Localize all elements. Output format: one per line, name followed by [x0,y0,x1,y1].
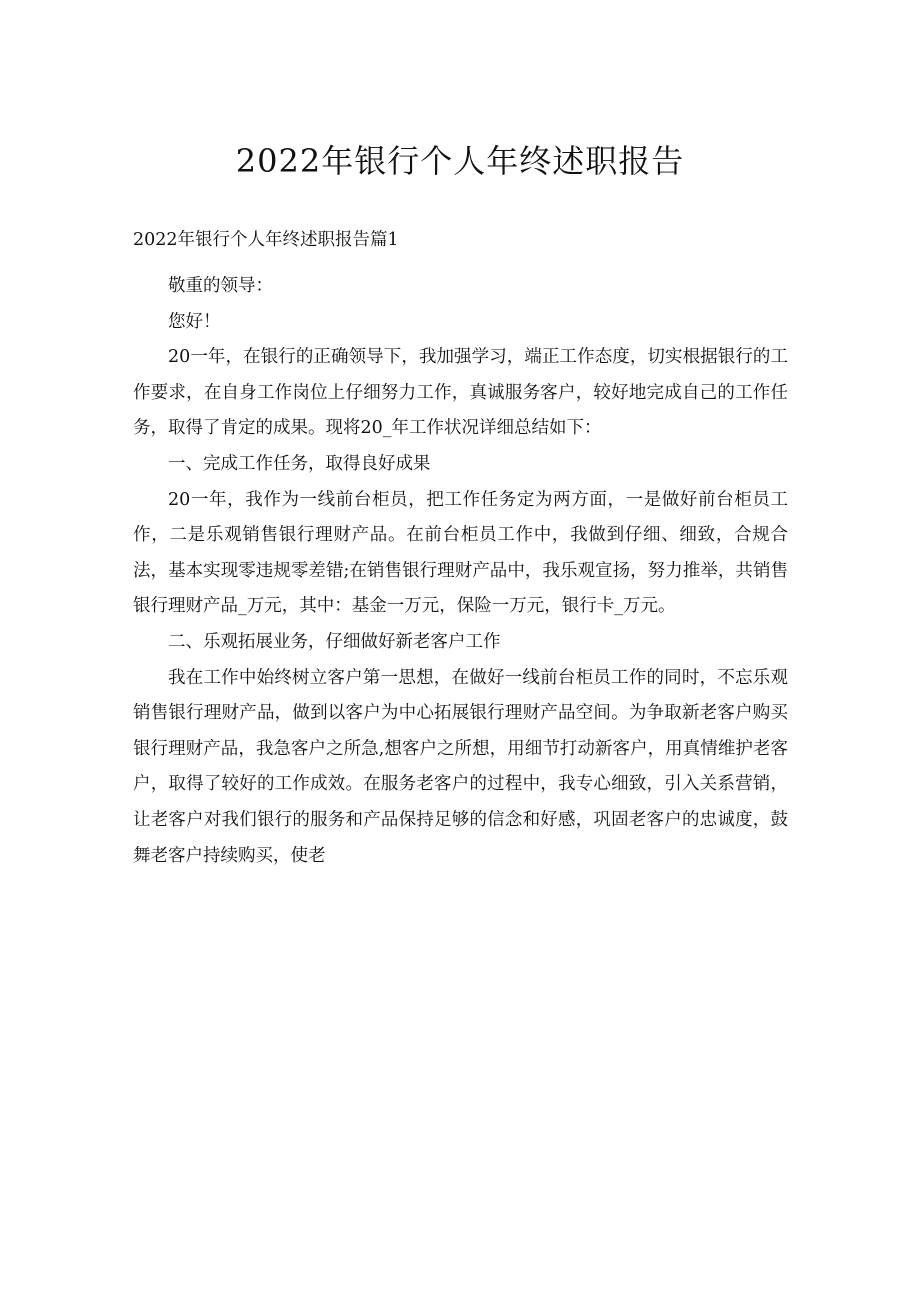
paragraph-section-1: 20一年，我作为一线前台柜员，把工作任务定为两方面，一是做好前台柜员工作，二是乐观销售银行理财产品。在前台柜员工作中，我做到仔细、细致，合规合法，基本实现零违规零差错;在销售银行理财产品中，我乐观宣扬，努力推举，共销售银行理财产品_万元，其中：基金一万元，保险一万元，银行卡_万元。 [133,489,788,617]
greeting: 您好！ [168,311,221,332]
salutation: 敬重的领导： [168,276,273,296]
paragraph-intro: 20一年，在银行的正确领导下，我加强学习，端正工作态度，切实根据银行的工作要求，在自身工作岗位上仔细努力工作，真诚服务客户，较好地完成自己的工作任务，取得了肯定的成果。现将20_年工作状况详细总结如下： [133,347,788,439]
document-title: 2022年银行个人年终述职报告 [235,142,685,180]
section-heading-1: 一、完成工作任务，取得良好成果 [168,453,431,474]
section-heading-2: 二、乐观拓展业务，仔细做好新老客户工作 [168,631,501,652]
document-body [133,269,788,874]
document-subtitle: 2022年银行个人年终述职报告篇1 [133,230,399,250]
paragraph-section-2: 我在工作中始终树立客户第一思想，在做好一线前台柜员工作的同时，不忘乐观销售银行理财产品，做到以客户为中心拓展银行理财产品空间。为争取新老客户购买银行理财产品，我急客户之所急,想客户之所想，用细节打动新客户，用真情维护老客户，取得了较好的工作成效。在服务老客户的过程中，我专心细致，引入关系营销，让老客户对我们银行的服务和产品保持足够的信念和好感，巩固老客户的忠诚度，鼓舞老客户持续购买，使老 [133,667,788,866]
